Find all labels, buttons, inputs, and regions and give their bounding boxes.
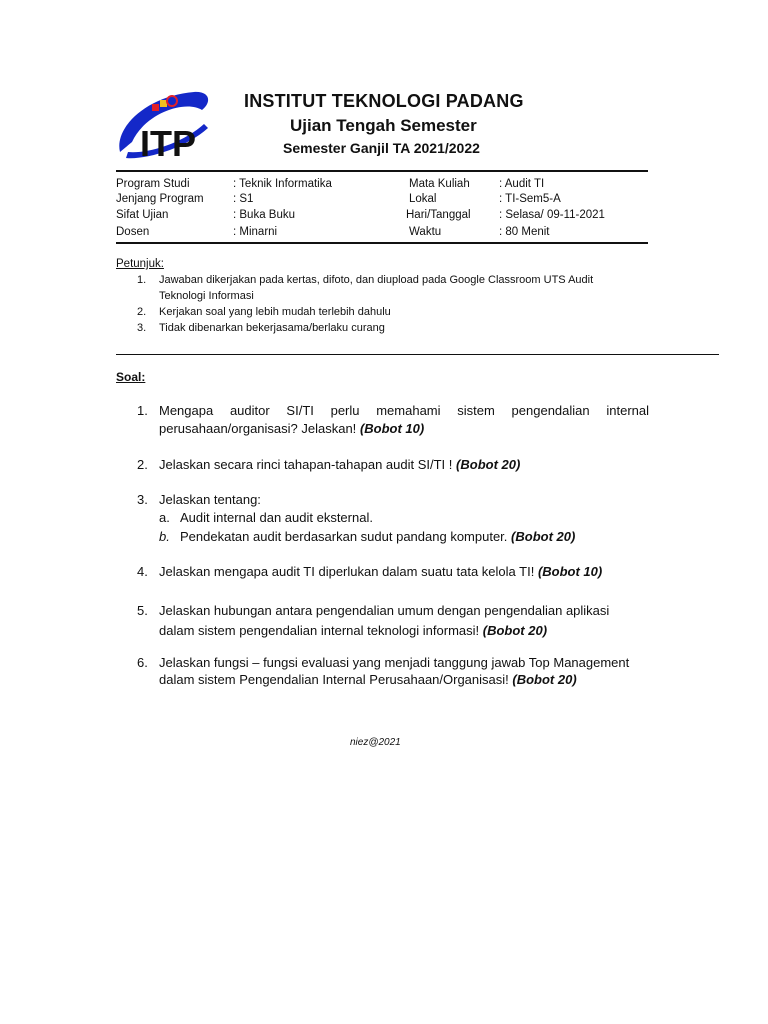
petunjuk-text-1: Jawaban dikerjakan pada kertas, difoto, dan diupload pada Google Classroom UTS Audit — [159, 274, 594, 286]
question-3-sub-b-label: b. — [159, 529, 170, 544]
institution-title: INSTITUT TEKNOLOGI PADANG — [244, 91, 524, 111]
info-label-jenjang: Jenjang Program — [116, 193, 204, 205]
question-number: 3. — [137, 492, 148, 507]
petunjuk-text-2: Kerjakan soal yang lebih mudah terlebih dahulu — [159, 306, 391, 318]
info-label-program-studi: Program Studi — [116, 178, 190, 190]
footer-signature: niez@2021 — [350, 737, 401, 748]
info-label-waktu: Waktu — [409, 226, 442, 238]
info-value-mata-kuliah: : Audit TI — [499, 178, 545, 190]
petunjuk-heading: Petunjuk: — [116, 258, 164, 270]
petunjuk-num-1: 1. — [137, 274, 147, 286]
exam-title: Ujian Tengah Semester — [290, 116, 477, 135]
question-5-text: Jelaskan hubungan antara pengendalian umum dengan pengendalian aplikasi — [159, 603, 610, 618]
question-number: 4. — [137, 564, 148, 579]
section-divider — [116, 354, 719, 355]
logo-text: ITP — [140, 123, 197, 162]
petunjuk-text-3: Tidak dibenarkan bekerjasama/berlaku curang — [159, 322, 385, 334]
question-3-sub-a: Audit internal dan audit eksternal. — [180, 510, 373, 525]
question-5-text-cont — [159, 622, 649, 640]
question-2-text — [159, 456, 649, 474]
info-label-dosen: Dosen — [116, 226, 150, 238]
info-value-program-studi: : Teknik Informatika — [233, 178, 332, 190]
question-6-text: Jelaskan fungsi – fungsi evaluasi yang menjadi tanggung jawab Top Management — [159, 655, 630, 670]
question-number: 2. — [137, 457, 148, 472]
info-label-sifat: Sifat Ujian — [116, 209, 169, 221]
question-3-text: Jelaskan tentang: — [159, 492, 261, 507]
question-1-text-cont — [159, 420, 649, 438]
info-value-sifat: : Buka Buku — [233, 209, 296, 221]
info-label-hari: Hari/Tanggal — [406, 209, 471, 221]
question-2-body: Jelaskan secara rinci tahapan-tahapan audit SI/TI ! — [159, 457, 453, 472]
question-number: 6. — [137, 655, 148, 670]
info-value-lokal: : TI-Sem5-A — [499, 193, 561, 205]
question-4-body: Jelaskan mengapa audit TI diperlukan dalam suatu tata kelola TI! — [159, 564, 535, 579]
petunjuk-text-1-cont: Teknologi Informasi — [159, 290, 254, 302]
question-6-text-cont — [159, 671, 649, 689]
semester-label: Semester Ganjil TA 2021/2022 — [283, 140, 480, 156]
question-1-bobot: (Bobot 10) — [359, 421, 425, 436]
petunjuk-num-3: 3. — [137, 322, 147, 334]
info-label-lokal: Lokal — [409, 193, 437, 205]
info-value-hari: : Selasa/ 09-11-2021 — [499, 209, 605, 221]
question-1-text: Mengapa auditor SI/TI perlu memahami sistem pengendalian internal — [159, 403, 649, 418]
info-label-mata-kuliah: Mata Kuliah — [409, 178, 470, 190]
question-number: 1. — [137, 403, 148, 418]
info-value-waktu: : 80 Menit — [499, 226, 550, 238]
info-divider — [116, 242, 648, 244]
info-value-jenjang: : S1 — [233, 193, 254, 205]
question-4-text — [159, 563, 649, 581]
question-number: 5. — [137, 603, 148, 618]
question-3-sub-b-text: Pendekatan audit berdasarkan sudut pandang komputer. — [180, 529, 508, 544]
question-1-text-tail: perusahaan/organisasi? Jelaskan! — [159, 421, 357, 436]
question-5-bobot: (Bobot 20) — [482, 623, 548, 638]
question-2-bobot: (Bobot 20) — [456, 457, 521, 472]
question-6-text-tail: dalam sistem Pengendalian Internal Perusahaan/Organisasi! — [159, 672, 509, 687]
question-3-sub-b — [180, 528, 575, 546]
soal-heading: Soal: — [116, 370, 146, 384]
question-5-text-tail: dalam sistem pengendalian internal teknologi informasi! — [159, 623, 480, 638]
info-value-dosen: : Minarni — [233, 226, 278, 238]
question-4-bobot: (Bobot 10) — [537, 564, 603, 579]
question-3-sub-a-label: a. — [159, 510, 170, 525]
question-6-bobot: (Bobot 20) — [512, 672, 577, 687]
itp-logo — [116, 88, 212, 162]
header-divider — [116, 170, 648, 172]
petunjuk-num-2: 2. — [137, 306, 147, 318]
question-3-bobot: (Bobot 20) — [511, 529, 576, 544]
